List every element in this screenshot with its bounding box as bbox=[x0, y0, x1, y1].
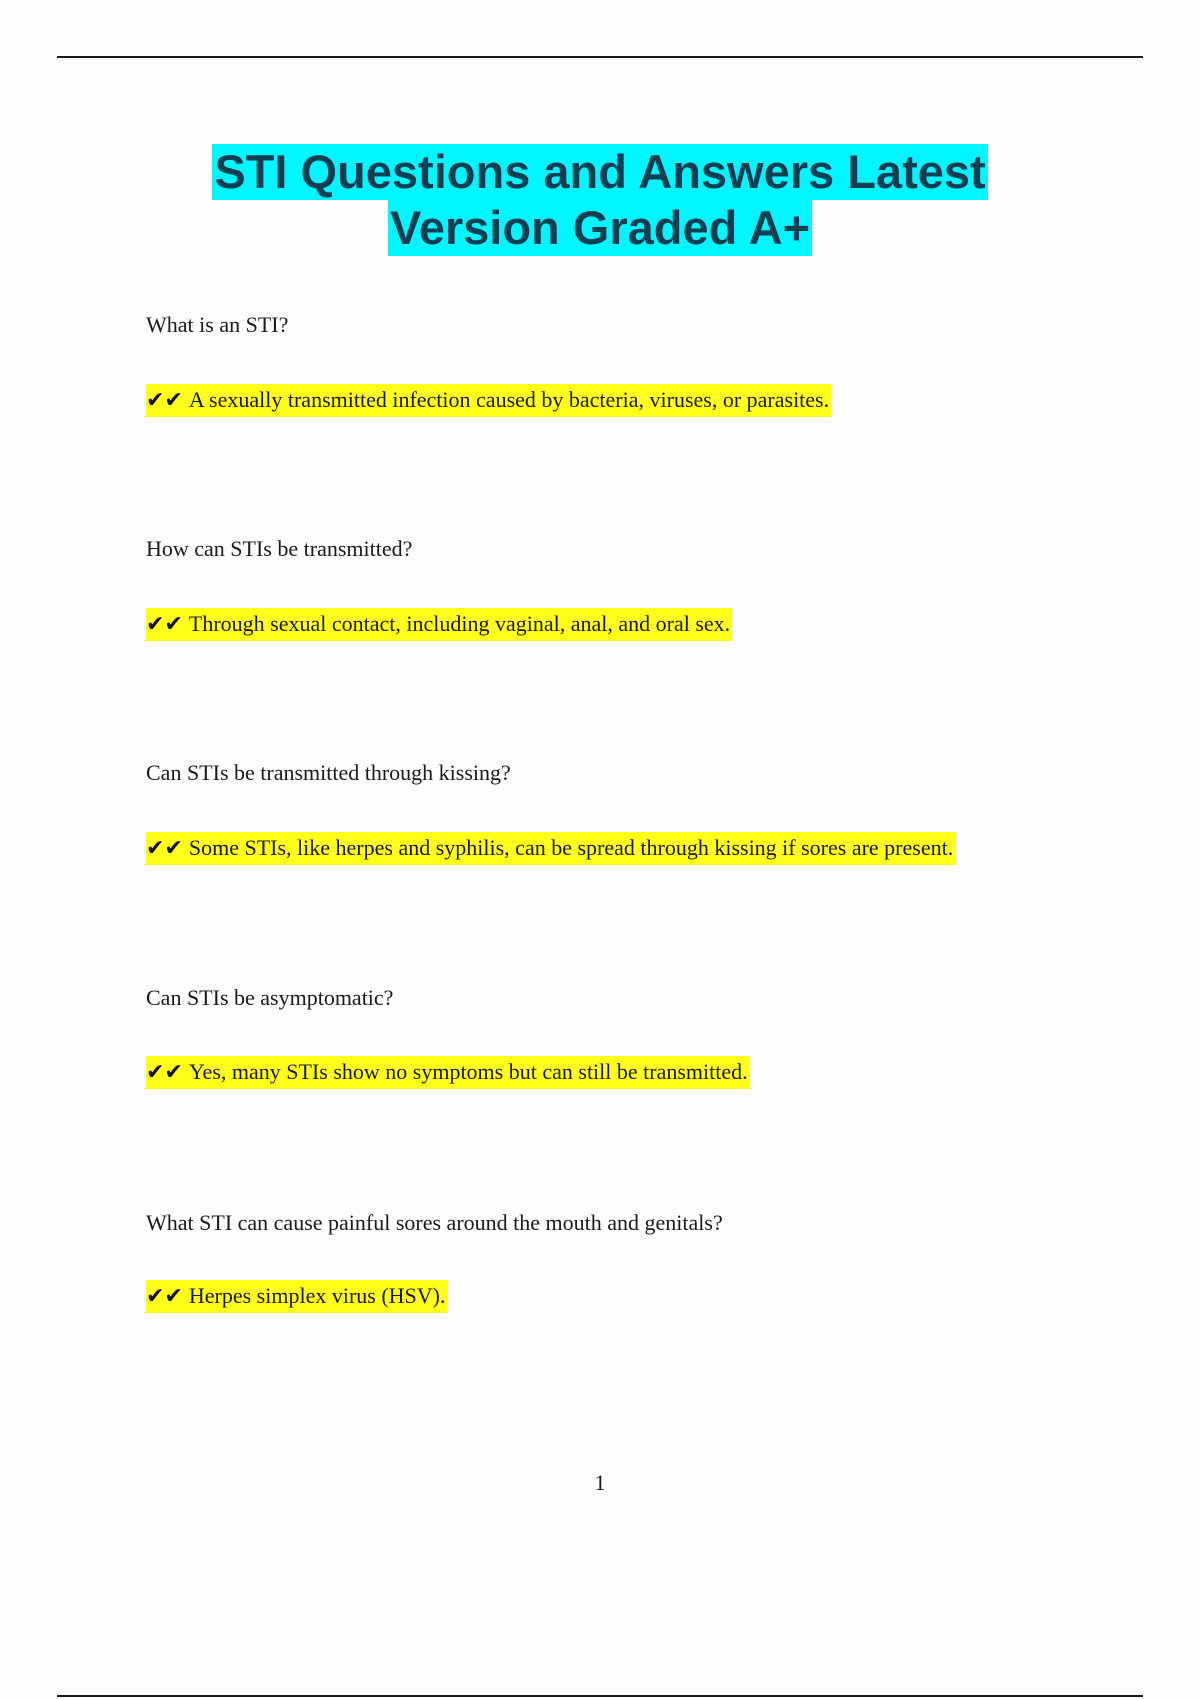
answer-highlight bbox=[146, 608, 732, 641]
answer-highlight bbox=[146, 1280, 448, 1313]
answer-block bbox=[146, 1280, 448, 1313]
answer-text: Some STIs, like herpes and syphilis, can be spread through kissing if sores are present. bbox=[188, 835, 954, 860]
qa-item bbox=[146, 535, 1146, 637]
question-text: How can STIs be transmitted? bbox=[146, 536, 413, 561]
question-text: Can STIs be asymptomatic? bbox=[146, 985, 394, 1010]
header-rule bbox=[57, 56, 1143, 58]
answer-text: Through sexual contact, including vaginal, anal, and oral sex. bbox=[188, 611, 731, 636]
question-text: Can STIs be transmitted through kissing? bbox=[146, 760, 511, 785]
question-text: What is an STI? bbox=[146, 312, 289, 337]
check-icon: ✔✔ bbox=[146, 1284, 183, 1309]
answer-text: Herpes simplex virus (HSV). bbox=[188, 1283, 446, 1308]
answer-block bbox=[146, 1056, 750, 1089]
answer-block bbox=[146, 832, 955, 865]
check-icon: ✔✔ bbox=[146, 388, 183, 413]
check-icon: ✔✔ bbox=[146, 836, 183, 861]
answer-text: A sexually transmitted infection caused by bacteria, viruses, or parasites. bbox=[188, 387, 830, 412]
title-line-1: STI Questions and Answers Latest bbox=[214, 145, 986, 198]
title-line-2: Version Graded A+ bbox=[389, 201, 811, 254]
answer-highlight bbox=[146, 832, 955, 865]
answer-highlight bbox=[146, 1056, 750, 1089]
qa-item bbox=[146, 759, 1146, 861]
qa-item bbox=[146, 311, 1146, 413]
question-text: What STI can cause painful sores around the mouth and genitals? bbox=[146, 1210, 723, 1235]
check-icon: ✔✔ bbox=[146, 1060, 183, 1085]
answer-block bbox=[146, 608, 732, 641]
answer-text: Yes, many STIs show no symptoms but can still be transmitted. bbox=[188, 1059, 748, 1084]
footer-rule bbox=[57, 1695, 1143, 1697]
page-number: 1 bbox=[594, 1470, 606, 1495]
check-icon: ✔✔ bbox=[146, 612, 183, 637]
answer-block bbox=[146, 384, 831, 417]
qa-item bbox=[146, 1209, 1146, 1309]
answer-highlight bbox=[146, 384, 831, 417]
qa-item bbox=[146, 984, 1146, 1085]
document-title bbox=[0, 144, 1200, 256]
